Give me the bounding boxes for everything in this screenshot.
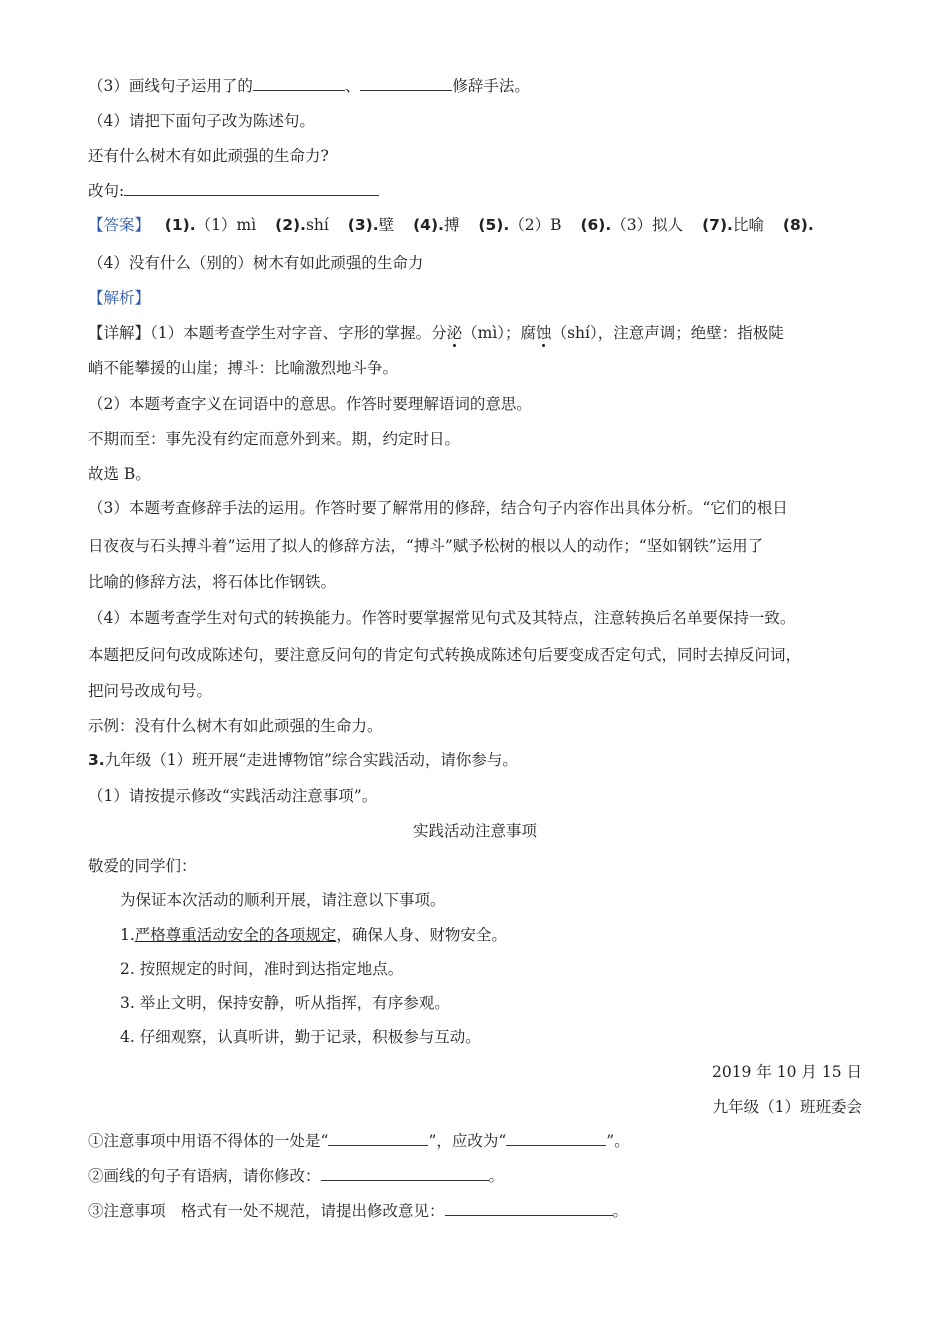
task-text: ”，应改为“ (428, 1132, 507, 1150)
q2-sub4: （4）请把下面句子改为陈述句。 (88, 112, 315, 130)
detail-text: （shí），注意声调；绝壁：指极陡 (551, 324, 784, 342)
detail-p6-l3: 把问号改成句号。 (88, 682, 213, 700)
task-text: ①注意事项中用语不得体的一处是“ (88, 1132, 329, 1150)
answer-item (165, 216, 256, 234)
answer-num: (1). (164, 216, 196, 234)
detail-p6-l2: 本题把反问句改成陈述句，要注意反问句的肯定句式转换成陈述句后要变成否定句式，同时去掉反问词， (88, 646, 802, 664)
answer-text: 壁 (378, 216, 395, 234)
analysis-tag: 【解析】 (88, 289, 151, 307)
answer-num: (4). (413, 216, 444, 234)
answer-item (478, 216, 561, 234)
task-2 (88, 1165, 504, 1187)
notice-date: 2019 年 10 月 15 日 (711, 1063, 862, 1081)
answer-line-2: （4）没有什么（别的）树木有如此顽强的生命力 (88, 254, 424, 272)
sub3-prefix: （3）画线句子运用了的 (88, 77, 253, 95)
dotted-char: 泌 (446, 324, 463, 342)
sub3-sep: 、 (344, 77, 361, 95)
question-number: 3. (88, 751, 105, 769)
detail-p6-l1: （4）本题考查学生对句式的转换能力。作答时要掌握常见句式及其特点，注意转换后名单要保持一致。 (88, 609, 796, 627)
answer-num: (6). (580, 216, 612, 234)
detail-p5-l2: 日夜夜与石头搏斗着”运用了拟人的修辞方法，“搏斗”赋予松树的根以人的动作；“坚如钢铁”运用了 (88, 537, 764, 555)
answer-num: (7). (702, 216, 733, 234)
answer-text: 比喻 (732, 216, 764, 234)
detail-p1-line2: 峭不能攀援的山崖；搏斗：比喻激烈地斗争。 (88, 359, 399, 377)
detail-p4: 故选 B。 (88, 465, 151, 483)
answer-blank[interactable] (321, 1165, 489, 1181)
answer-item (348, 216, 394, 234)
answer-item (702, 216, 764, 234)
answer-blank[interactable] (506, 1130, 606, 1146)
notice-item-3: 3. 举止文明，保持安静，听从指挥，有序参观。 (120, 994, 450, 1012)
notice-item-4: 4. 仔细观察，认真听讲，勤于记录，积极参与互动。 (120, 1028, 481, 1046)
answer-num: (3). (347, 216, 379, 234)
q3-sub1: （1）请按提示修改“实践活动注意事项”。 (88, 787, 378, 805)
item-number: 1. (120, 926, 135, 944)
detail-text: （mì）；腐 (462, 324, 537, 342)
rewrite-label: 改句: (88, 182, 125, 200)
task-text: ”。 (606, 1132, 630, 1150)
task-text: 。 (488, 1167, 505, 1185)
item-text: ，确保人身、财物安全。 (336, 926, 507, 944)
answer-num: (2). (275, 216, 306, 234)
answer-text: （1）mì (195, 216, 257, 234)
detail-p7: 示例：没有什么树木有如此顽强的生命力。 (88, 717, 383, 735)
answer-item (275, 216, 329, 234)
answer-text: （3）拟人 (611, 216, 684, 234)
underlined-sentence: 严格尊重活动安全的各项规定 (134, 926, 337, 944)
answer-line (88, 214, 814, 236)
detail-p5-l1: （3）本题考查修辞手法的运用。作答时要了解常用的修辞，结合句子内容作出具体分析。“它们的根日 (88, 499, 788, 517)
task-1 (88, 1130, 630, 1152)
detail-p3: 不期而至：事先没有约定而意外到来。期，约定时日。 (88, 430, 461, 448)
answer-num: (8). (782, 216, 814, 234)
notice-title: 实践活动注意事项 (412, 822, 537, 840)
rewrite-line (88, 180, 379, 202)
notice-item-1 (120, 924, 507, 946)
task-text: 。 (612, 1202, 629, 1220)
answer-blank[interactable] (360, 75, 452, 91)
question-stem: 九年级（1）班开展“走进博物馆”综合实践活动，请你参与。 (104, 751, 518, 769)
task-text: ③注意事项 格式有一处不规范，请提出修改意见： (88, 1202, 445, 1220)
dotted-char: 蚀 (536, 324, 552, 342)
sub3-suffix: 修辞手法。 (452, 77, 530, 95)
detail-p5-l3: 比喻的修辞方法，将石体比作钢铁。 (88, 573, 337, 591)
answer-blank[interactable] (445, 1200, 613, 1216)
answer-text: shí (305, 216, 329, 234)
answer-text: （2）B (509, 216, 562, 234)
notice-intro: 为保证本次活动的顺利开展，请注意以下事项。 (120, 891, 446, 909)
notice-greeting: 敬爱的同学们： (88, 857, 197, 875)
answer-num: (5). (478, 216, 510, 234)
task-3 (88, 1200, 628, 1222)
detail-p1 (88, 322, 784, 344)
task-text: ②画线的句子有语病，请你修改： (88, 1167, 321, 1185)
detail-text: 【详解】（1）本题考查学生对字音、字形的掌握。分 (88, 324, 447, 342)
notice-signature: 九年级（1）班班委会 (712, 1098, 862, 1116)
answer-item (413, 216, 459, 234)
answer-tag: 【答案】 (88, 216, 151, 234)
q3-stem (88, 749, 518, 771)
rewrite-blank[interactable] (124, 180, 379, 196)
answer-blank[interactable] (253, 75, 345, 91)
question-sentence: 还有什么树木有如此顽强的生命力? (88, 147, 329, 165)
notice-item-2: 2. 按照规定的时间，准时到达指定地点。 (120, 960, 404, 978)
answer-blank[interactable] (328, 1130, 428, 1146)
q2-sub3 (88, 75, 530, 97)
answer-text: 搏 (443, 216, 460, 234)
answer-item (783, 216, 814, 234)
answer-item (580, 216, 683, 234)
detail-p2: （2）本题考查字义在词语中的意思。作答时要理解语词的意思。 (88, 395, 532, 413)
